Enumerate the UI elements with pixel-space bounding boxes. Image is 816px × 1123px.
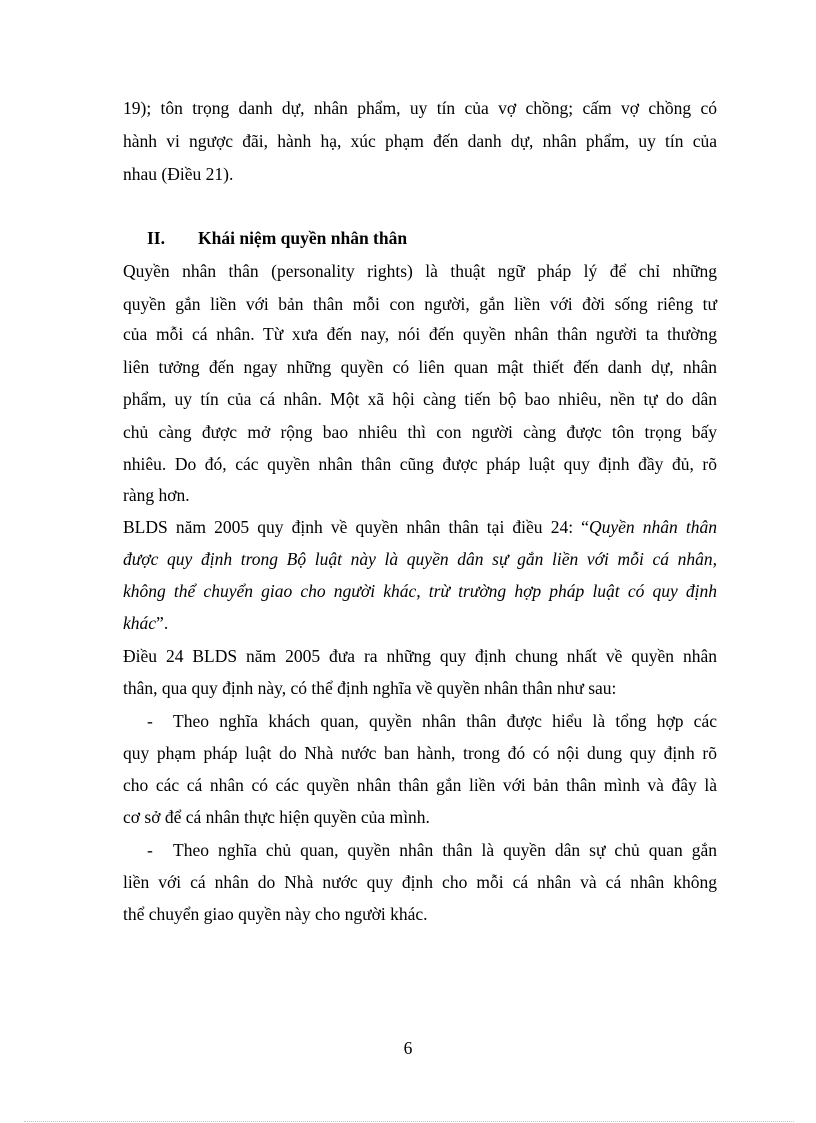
quote-text: Quyền nhân thân: [588, 517, 717, 537]
bullet-item-line: Theo nghĩa chủ quan, quyền nhân thân là quyền dân sự chủ quan gắn: [173, 840, 717, 860]
paragraph-line: quyền gắn liền với bản thân mỗi con người, gắn liền với đời sống riêng tư: [123, 294, 717, 314]
carry-over-line: 19); tôn trọng danh dự, nhân phẩm, uy tín của vợ chồng; cấm vợ chồng có: [123, 98, 717, 118]
page-edge-divider: [24, 1121, 794, 1122]
paragraph-line: thân, qua quy định này, có thể định nghĩa về quyền nhân thân như sau:: [123, 678, 617, 698]
quote-end-line: [123, 609, 717, 637]
quote-closing: ”.: [156, 613, 169, 633]
quote-intro-line: [123, 513, 717, 541]
section-number: II.: [147, 228, 165, 248]
quote-text: khác: [123, 613, 157, 633]
quote-line: không thể chuyển giao cho người khác, trừ trường hợp pháp luật có quy định: [123, 581, 717, 601]
paragraph-line: liên tưởng đến ngay những quyền có liên quan mật thiết đến danh dự, nhân: [123, 357, 717, 377]
paragraph-line: chủ càng được mở rộng bao nhiêu thì con người càng được tôn trọng bấy: [123, 422, 717, 442]
carry-over-line: hành vi ngược đãi, hành hạ, xúc phạm đến danh dự, nhân phẩm, uy tín của: [123, 131, 717, 151]
section-title: Khái niệm quyền nhân thân: [198, 228, 408, 248]
bullet-item-line: liền với cá nhân do Nhà nước quy định cho mỗi cá nhân và cá nhân không: [123, 872, 717, 892]
bullet-marker: -: [147, 840, 153, 860]
quote-intro-text: BLDS năm 2005 quy định về quyền nhân thân tại điều 24: “: [123, 517, 589, 537]
bullet-item-line: quy phạm pháp luật do Nhà nước ban hành, trong đó có nội dung quy định rõ: [123, 743, 717, 763]
carry-over-line: nhau (Điều 21).: [123, 164, 234, 184]
paragraph-line: phẩm, uy tín của cá nhân. Một xã hội càng tiến bộ bao nhiêu, nền tự do dân: [123, 389, 717, 409]
quote-line: được quy định trong Bộ luật này là quyền dân sự gắn liền với mỗi cá nhân,: [123, 549, 717, 569]
paragraph-line: nhiêu. Do đó, các quyền nhân thân cũng được pháp luật quy định đầy đủ, rõ: [123, 454, 717, 474]
bullet-item-line: cho các cá nhân có các quyền nhân thân gắn liền với bản thân mình và đây là: [123, 775, 717, 795]
page-number: 6: [403, 1038, 413, 1058]
bullet-item-line: thể chuyển giao quyền này cho người khác.: [123, 904, 428, 924]
paragraph-line: ràng hơn.: [123, 485, 190, 505]
paragraph-line: Điều 24 BLDS năm 2005 đưa ra những quy định chung nhất về quyền nhân: [123, 646, 717, 666]
bullet-marker: -: [147, 711, 153, 731]
bullet-item-line: cơ sở để cá nhân thực hiện quyền của mình.: [123, 807, 430, 827]
section-heading: [147, 224, 407, 252]
bullet-item-line: Theo nghĩa khách quan, quyền nhân thân được hiểu là tổng hợp các: [173, 711, 717, 731]
paragraph-line: của mỗi cá nhân. Từ xưa đến nay, nói đến quyền nhân thân người ta thường: [123, 324, 717, 344]
paragraph-line: Quyền nhân thân (personality rights) là thuật ngữ pháp lý để chỉ những: [123, 261, 717, 281]
